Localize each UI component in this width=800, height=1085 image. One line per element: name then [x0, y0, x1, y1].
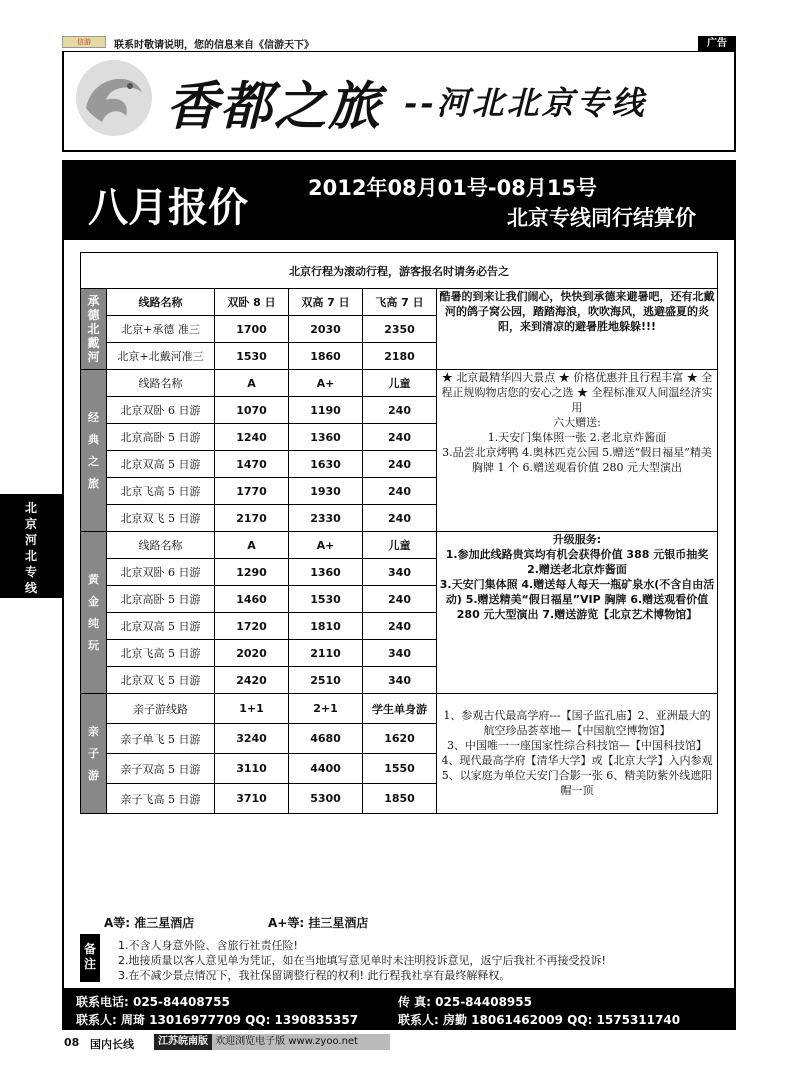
column-header: 儿童	[363, 370, 437, 397]
price-cell: 1860	[289, 343, 363, 370]
column-header: 双卧 8 日	[215, 289, 289, 316]
column-header: A+	[289, 370, 363, 397]
edition-label: 江苏皖南版	[154, 1034, 212, 1050]
column-header: A	[215, 370, 289, 397]
notes-label	[80, 934, 100, 982]
price-cell: 240	[363, 586, 437, 613]
price-cell: 1190	[289, 397, 363, 424]
route-name: 亲子双高 5 日游	[107, 754, 215, 784]
group-title	[81, 694, 107, 814]
price-cell: 1850	[363, 784, 437, 814]
price-cell: 3710	[215, 784, 289, 814]
column-header: 1+1	[215, 694, 289, 724]
brand-title: 香都之旅	[166, 76, 383, 137]
price-cell: 1070	[215, 397, 289, 424]
column-header: 学生单身游	[363, 694, 437, 724]
price-cell: 240	[363, 451, 437, 478]
price-cell: 240	[363, 505, 437, 532]
price-cell: 2020	[215, 640, 289, 667]
price-cell: 1930	[289, 478, 363, 505]
price-cell: 1630	[289, 451, 363, 478]
column-header: A+	[289, 532, 363, 559]
footer-edition-bar	[154, 1034, 390, 1050]
group-title	[81, 370, 107, 532]
group-description: 酷暑的到来让我们闹心，快快到承德来避暑吧，还有北戴河的鸽子窝公园，踏踏海浪，吹吹海风，逃避盛夏的炎阳，来到清凉的避暑胜地躲躲!!!	[437, 289, 718, 370]
table-row	[81, 289, 718, 316]
top-strip	[62, 34, 736, 52]
contact-bar	[62, 988, 736, 1030]
price-cell: 2420	[215, 667, 289, 694]
section-name: 国内长线	[90, 1038, 134, 1051]
price-table	[80, 252, 718, 814]
price-cell: 1810	[289, 613, 363, 640]
desc-line: 1.天安门集体照一张 2.老北京炸酱面	[487, 431, 667, 444]
route-name: 北京飞高 5 日游	[107, 640, 215, 667]
desc-line: 六大赠送:	[553, 416, 601, 429]
column-header: 双高 7 日	[289, 289, 363, 316]
price-cell: 1720	[215, 613, 289, 640]
price-cell: 1770	[215, 478, 289, 505]
source-note: 联系时敬请说明，您的信息来自《信游天下》	[114, 40, 314, 51]
note-item: 2.地接质量以客人意见单为凭证，如在当地填写意见单时未注明投诉意见，返宁后我社不再接受投诉!	[118, 954, 606, 967]
price-cell: 240	[363, 424, 437, 451]
desc-line: 3.天安门集体照 4.赠送每人每天一瓶矿泉水(不含自由活动) 5.赠送精美“假日福星”VIP 胸牌 6.赠送观看价值 280 元大型演出 7.赠送游览【北京艺术博物馆】	[439, 578, 715, 621]
price-cell: 1290	[215, 559, 289, 586]
route-name: 北京双高 5 日游	[107, 451, 215, 478]
route-name: 北京双飞 5 日游	[107, 667, 215, 694]
price-cell: 1530	[289, 586, 363, 613]
price-cell: 1620	[363, 724, 437, 754]
route-name: 北京高卧 5 日游	[107, 586, 215, 613]
price-cell: 3240	[215, 724, 289, 754]
column-header: 儿童	[363, 532, 437, 559]
price-cell: 1360	[289, 559, 363, 586]
route-name: 北京双卧 6 日游	[107, 397, 215, 424]
price-cell: 3110	[215, 754, 289, 784]
desc-line: 1、参观古代最高学府---【国子监孔庙】2、亚洲最大的航空珍品荟萃地—【中国航空博物馆】	[443, 709, 711, 737]
column-header: 线路名称	[107, 532, 215, 559]
contact-person-2: 联系人: 房勤 18061462009 QQ: 1575311740	[398, 1013, 681, 1027]
table-row	[81, 694, 718, 724]
header-banner	[62, 52, 736, 152]
route-name: 北京双飞 5 日游	[107, 505, 215, 532]
group-title-text: 亲子游	[88, 724, 99, 782]
group-description	[437, 370, 718, 532]
desc-line: 4、现代最高学府【清华大学】或【北京大学】入内参观 5、以家庭为单位天安门合影一张 6、精美防紫外线遮阳帽一顶	[441, 754, 713, 797]
page-number: 08	[64, 1036, 80, 1049]
route-name: 北京双卧 6 日游	[107, 559, 215, 586]
price-cell: 2510	[289, 667, 363, 694]
contact-fax: 传 真: 025-84408955	[398, 995, 532, 1009]
route-name: 北京+承德 准三	[107, 316, 215, 343]
route-name: 北京高卧 5 日游	[107, 424, 215, 451]
date-range: 2012年08月01号-08月15号	[308, 176, 598, 200]
group-title-text: 承德北戴河	[87, 294, 100, 364]
price-cell: 5300	[289, 784, 363, 814]
price-cell: 4400	[289, 754, 363, 784]
column-header: A	[215, 532, 289, 559]
price-cell: 2170	[215, 505, 289, 532]
column-header: 线路名称	[107, 289, 215, 316]
table-row	[81, 532, 718, 559]
notes-list	[118, 938, 606, 983]
table-row	[81, 253, 718, 289]
price-cell: 2030	[289, 316, 363, 343]
price-cell: 1530	[215, 343, 289, 370]
desc-line: 升级服务:	[552, 533, 602, 546]
ad-tag: 广告	[698, 36, 736, 51]
dragon-logo-icon	[72, 56, 156, 140]
price-cell: 2180	[363, 343, 437, 370]
notes-label-text: 备注	[84, 942, 97, 971]
group-description	[437, 532, 718, 694]
price-cell: 1460	[215, 586, 289, 613]
price-cell: 240	[363, 478, 437, 505]
column-header: 2+1	[289, 694, 363, 724]
price-cell: 340	[363, 640, 437, 667]
route-name: 北京飞高 5 日游	[107, 478, 215, 505]
table-row	[81, 370, 718, 397]
column-header: 飞高 7 日	[363, 289, 437, 316]
route-name: 亲子飞高 5 日游	[107, 784, 215, 814]
price-cell: 1470	[215, 451, 289, 478]
legend-a-plus: A+等: 挂三星酒店	[268, 916, 369, 930]
price-cell: 1360	[289, 424, 363, 451]
contact-person-1: 联系人: 周琦 13016977709 QQ: 1390835357	[76, 1013, 359, 1027]
desc-line: 1.参加此线路贵宾均有机会获得价值 388 元银币抽奖 2.赠送老北京炸酱面	[445, 548, 709, 576]
price-cell: 240	[363, 613, 437, 640]
contact-phone: 联系电话: 025-84408755	[76, 995, 230, 1009]
price-cell: 1240	[215, 424, 289, 451]
brand-suffix: --河北北京专线	[404, 84, 647, 122]
site-link[interactable]: 欢迎浏览电子版 www.zyoo.net	[215, 1036, 358, 1047]
price-cell: 2110	[289, 640, 363, 667]
price-cell: 1700	[215, 316, 289, 343]
price-cell: 2350	[363, 316, 437, 343]
side-tab-label: 北京河北专线	[24, 501, 37, 595]
price-cell: 2330	[289, 505, 363, 532]
price-cell: 340	[363, 667, 437, 694]
column-header: 亲子游线路	[107, 694, 215, 724]
desc-line: ★ 北京最精华四大景点 ★ 价格优惠并且行程丰富 ★ 全程正规购物店您的安心之选 ★ 全程标准双人间温经济实用	[441, 371, 713, 414]
route-name: 北京+北戴河准三	[107, 343, 215, 370]
month-title: 八月报价	[88, 185, 248, 231]
note-item: 1.不含人身意外险、含旅行社责任险!	[118, 939, 298, 952]
price-band	[62, 160, 736, 240]
price-cell: 4680	[289, 724, 363, 754]
side-tab	[0, 494, 62, 598]
desc-line: 3、中国唯一一座国家性综合科技馆—【中国科技馆】	[447, 739, 707, 752]
group-title-text: 经典之旅	[88, 410, 99, 490]
price-cell: 340	[363, 559, 437, 586]
group-title	[81, 532, 107, 694]
desc-line: 3.品尝北京烤鸭 4.奥林匹克公园 5.赠送“假日福星”精美胸牌 1 个 6.赠送观看价值 280 元大型演出	[442, 446, 712, 474]
note-item: 3.在不减少景点情况下，我社保留调整行程的权利! 此行程我社享有最终解释权。	[118, 969, 511, 982]
group-description	[437, 694, 718, 814]
price-cell: 1550	[363, 754, 437, 784]
legend-a: A等: 准三星酒店	[104, 916, 195, 930]
route-name: 北京双高 5 日游	[107, 613, 215, 640]
price-cell: 240	[363, 397, 437, 424]
group-title-text: 黄金纯玩	[88, 572, 99, 652]
column-header: 线路名称	[107, 370, 215, 397]
intro-note: 北京行程为滚动行程，游客报名时请务必告之	[81, 253, 718, 289]
route-name: 亲子单飞 5 日游	[107, 724, 215, 754]
band-subtitle: 北京专线同行结算价	[507, 206, 696, 230]
group-title	[81, 289, 107, 370]
publisher-logo: 信游	[62, 36, 106, 48]
